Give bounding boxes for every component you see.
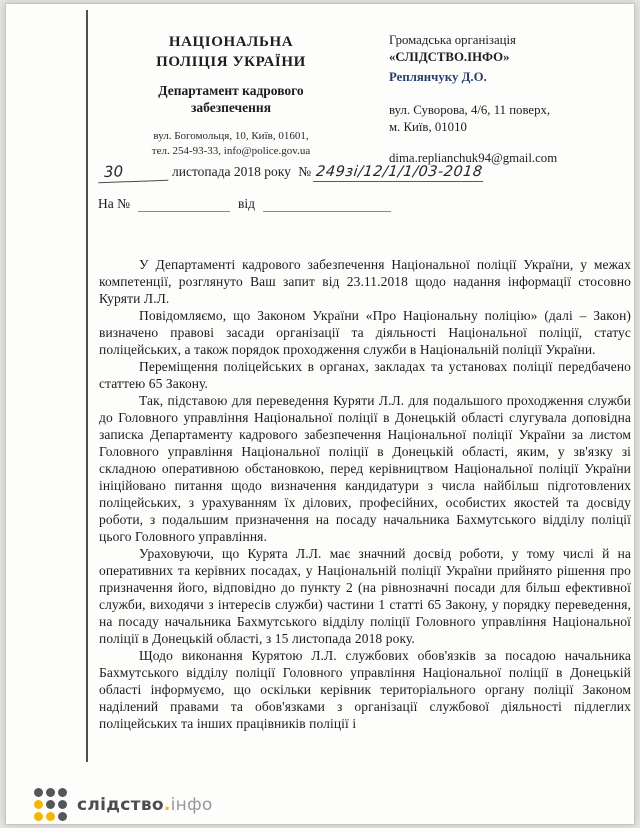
slidstvo-info-logo [34, 788, 213, 821]
blank-number-field [138, 198, 230, 212]
letter-body [99, 256, 631, 732]
recipient-address-line2: м. Київ, 01010 [389, 120, 467, 135]
paragraph-4: Так, підставою для переведення Куряти Л.Л. для подальшого проходження служби до Головного управління Національної поліції в Донецькій області слугувала доповідна записка Департаменту кадрового забезпечення Національної поліції України за листом Головного управління Національної поліції в Донецькій області, яким, у зв'язку зі складною оперативною обстановкою, перед керівництвом Національної поліції України ініційовано питання щодо визначення кандидатури з числа найбільш підготовлених поліцейських, з урахуванням їх ділових, професійних, особистих якостей та досвіду роботи, з подальшим призначення на посаду начальника Бахмутського відділу поліції цього Головного управління. [99, 393, 631, 544]
recipient-org-line2: «СЛІДСТВО.ІНФО» [389, 50, 510, 65]
sender-dept-line2: забезпечення [190, 100, 272, 116]
paragraph-2: Повідомляємо, що Законом України «Про Національну поліцію» (далі – Закон) визначено правові засади організації та діяльності Національної поліції, статус поліцейських, а також порядок проходження служби в Національній поліції України. [99, 308, 631, 357]
logo-dot [46, 812, 55, 821]
recipient-email: dima.replianchuk94@gmail.com [389, 151, 558, 166]
logo-dot [58, 788, 67, 797]
logo-wordmark-suffix: інфо [170, 794, 213, 815]
number-sign: № [298, 164, 312, 179]
vid-label: від [238, 196, 255, 211]
logo-dot [34, 812, 43, 821]
logo-dot [58, 812, 67, 821]
sender-dept-line1: Департамент кадрового [158, 82, 304, 98]
logo-dot [46, 788, 55, 797]
logo-wordmark-dot: . [163, 794, 171, 815]
handwritten-day: 30 [98, 161, 169, 183]
logo-dot [34, 788, 43, 797]
recipient-address-line1: вул. Суворова, 4/6, 11 поверх, [389, 102, 551, 117]
logo-wordmark [77, 795, 213, 815]
recipient-block [389, 32, 627, 168]
outgoing-reference-line [98, 162, 558, 182]
sender-address [116, 129, 346, 160]
blank-date-field [263, 198, 391, 212]
na-label: На № [98, 196, 130, 211]
paragraph-5: Ураховуючи, що Курята Л.Л. має значний досвід роботи, у тому числі й на оперативних та керівних посадах, у Національній поліції України прийнято рішення про призначення його, відповідно до пункту 2 (на рівнозначні посади для більш ефективної служби, виходячи з інтересів служби) частини 1 статті 65 Закону, у порядку переведення, на посаду начальника Бахмутського відділу поліції Головного управління Національної поліції в Донецькій області, з 15 листопада 2018 року. [99, 546, 631, 646]
date-label: листопада 2018 року [172, 164, 291, 179]
recipient-address [389, 102, 627, 137]
logo-dots-icon [34, 788, 67, 821]
letter-sheet [5, 3, 635, 825]
recipient-name: Реплянчуку Д.О. [389, 69, 487, 84]
logo-wordmark-main: слідство [77, 794, 164, 815]
sender-address-line2: тел. 254-93-33, info@police.gov.ua [151, 144, 311, 157]
sender-org-line2: ПОЛІЦІЯ УКРАЇНИ [156, 54, 306, 71]
paragraph-3: Переміщення поліцейських в органах, закладах та установах поліції передбачено статтею 65 Закону. [99, 359, 631, 391]
scan-artifact-line [86, 10, 88, 762]
logo-dot [58, 800, 67, 809]
recipient-org-line1: Громадська організація [389, 33, 516, 47]
handwritten-number: 249зі/12/1/1/03-2018 [313, 164, 485, 182]
logo-dot [46, 800, 55, 809]
sender-block [116, 32, 346, 159]
sender-org-name [116, 32, 346, 73]
paragraph-1: У Департаменті кадрового забезпечення Національної поліції України, у межах компетенції, розглянуто Ваш запит від 23.11.2018 щодо надання інформації стосовно Куряти Л.Л. [99, 257, 631, 306]
incoming-reference-line [98, 196, 518, 212]
sender-org-line1: НАЦІОНАЛЬНА [168, 34, 294, 50]
logo-dot [34, 800, 43, 809]
paragraph-6: Щодо виконання Курятою Л.Л. службових обов'язків за посадою начальника Бахмутського відділу поліції Головного управління Національної поліції в Донецькій області інформуємо, що оскільки керівник територіального органу поліції Законом наділений правами та обов'язками з організації службової діяльності підлеглих поліцейських та інших працівників поліції і [99, 648, 631, 731]
sender-department [116, 82, 346, 117]
sender-address-line1: вул. Богомольця, 10, Київ, 01601, [153, 129, 309, 142]
